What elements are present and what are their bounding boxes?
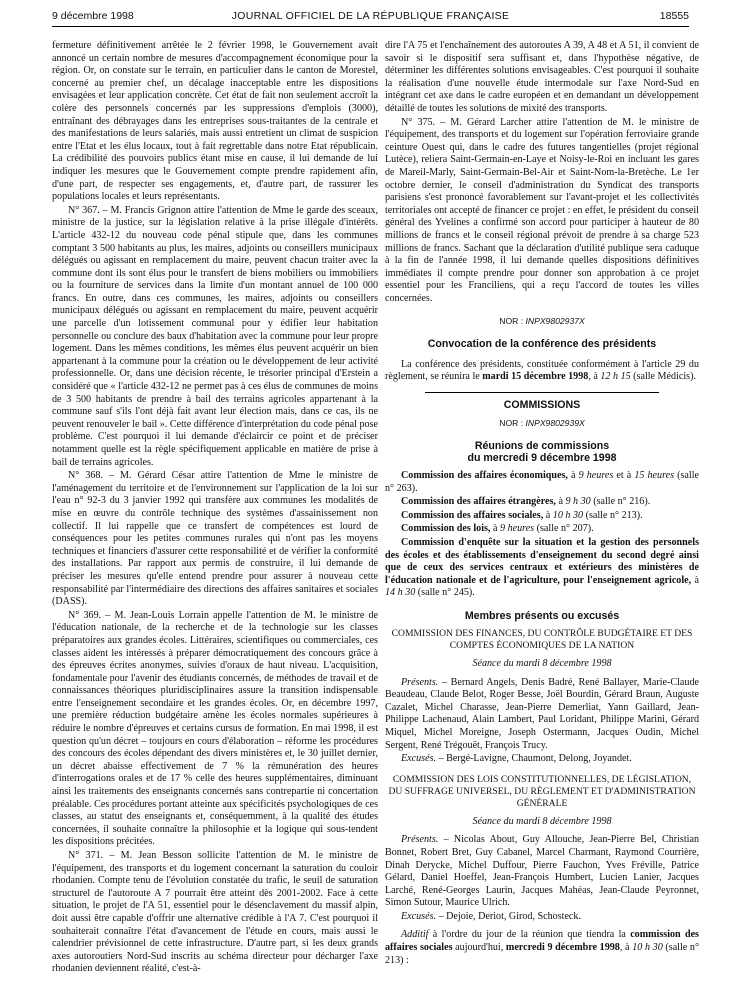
nor-reference [385, 315, 699, 328]
text-run: 15 heures [634, 470, 675, 482]
text-run: (salle n° 213). [583, 509, 643, 521]
text-run: Excusés. [401, 910, 437, 922]
nor-label: NOR : [499, 418, 524, 429]
nor-code: INPX9802937X [525, 316, 585, 327]
text-run: 9 heures [500, 523, 535, 535]
issue-date: 9 décembre 1998 [52, 10, 134, 22]
text-run: et à [613, 470, 635, 482]
text-run: Excusés. [401, 753, 437, 765]
question-369: N° 369. – M. Jean-Louis Lorrain appelle l'attention de M. le ministre de l'éducation nationale, de la recherche et de la technologie sur les classes préparatoires aux grandes écoles. Littéraires, scientifiques ou commerciales, ces classes aident les intéressés à préparer démocratiquement des concours grâce à des épreuves écrites anonymes, suivies d'oraux de haut niveau. L'acquisition, fondamentale pour l'avenir des étudiants concernés, de méthodes de travail et de connaissances théoriques pluridisciplinaires assure la transition indispensable entre l'enseignement secondaire et les grandes écoles. Or, en décembre 1997, une première réduction budgétaire amène les écoles normales supérieures à réduire le nombre d'épreuves et certains cursus de formation. En mai 1998, il est question qu'un décret – toujours en cours d'élaboration – réforme les procédures des concours des écoles dépendant des divers ministères et, le 30 juillet dernier, un décret abaisse effectivement de 7 % la rémunération des heures d'interrogations orales et de 17 % celle des heures supplémentaires, diminuant ainsi les traitements des enseignants concernés sans contrepartie ni concertation préalable. Ces procédures portant atteinte aux spécificités psychologiques de ces classes, au statut des enseignants et, conséquemment, à la qualité des études concernées, il souhaite connaître la philosophie et la logique qui sous-tendent les dispositions précitées. [52, 609, 378, 848]
text-run: à [691, 574, 699, 586]
text-run: aujourd'hui, [452, 942, 506, 954]
section-divider [425, 392, 659, 393]
text-run: (salle n° 263). [385, 470, 699, 494]
commissions-title: COMMISSIONS [503, 398, 581, 411]
left-column [52, 40, 378, 977]
excuses-list [385, 911, 699, 924]
nor-code: INPX9802939X [525, 418, 585, 429]
right-column [385, 40, 699, 968]
question-paragraph: fermeture définitivement arrêtée le 2 février 1998, le Gouvernement avait annoncé un certain nombre de mesures d'accompagnement économique pour la région. Or, on constate sur le terrain, en particulier dans le canton de Morestel, concerné au premier chef, un décalage inacceptable entre les dispositions envisagées et leur application concrète. Cet état de fait non seulement accroît la colère des personnels concernés par les suppressions d'emplois (3000), entraînant des débrayages dans les entreprises sous-traitantes de la centrale et des manifestations de leurs salariés, mais aussi entretient un climat de suspicion entre l'Etat et les élus locaux, tout à fait regrettable dans notre Etat républicain. La crédibilité des pouvoirs publics étant mise en cause, il lui demande de lui indiquer les mesures que le Gouvernement compte prendre rapidement afin, d'une part, de respecter ses engagements, et, d'autre part, de rassurer les populations locales et leurs représentants. [52, 40, 378, 203]
text-run: à l'ordre du jour de la réunion que tiendra la [428, 929, 631, 941]
text-run: 10 h 30 [632, 942, 663, 954]
text-run: mercredi 9 décembre 1998 [505, 942, 620, 954]
text-run: à [567, 470, 579, 482]
text-run: Présents. [401, 834, 439, 846]
presents-list [385, 834, 699, 910]
text-run: Commission d'enquête sur la situation et la gestion des personnels des écoles et des établissements d'enseignement du second degré ainsi que de ceux des services centraux et extérieurs des ministères de l'éducation nationale et de l'agriculture, pour l'enseignement agricole, [385, 537, 699, 586]
text-run: – Dejoie, Deriot, Girod, Schosteck. [436, 910, 581, 922]
text-run: – Bernard Angels, Denis Badré, René Ballayer, Marie-Claude Beaudeau, Claude Belot, Roger Besse, Joël Bourdin, Gérard Braun, Auguste Cazalet, Michel Charasse, Jean-Pierre Demerliat, Yann Gaillard, Jean-Philippe Lachenaud, Alain Lambert, Paul Loridant, Philippe Marini, Gérard Miquel, Michel Moreigne, Joseph Ostermann, Jacques Oudin, Michel Sergent, René Trégouët, François Trucy. [385, 676, 699, 751]
text-run: à [490, 523, 500, 535]
question-continuation: dire l'A 75 et l'enchaînement des autoroutes A 39, A 48 et A 51, il convient de savoir si le dispositif sera suffisant et, dans l'hypothèse négative, de déterminer les différentes solutions envisageables. C'est pourquoi il souhaite la réalisation d'une nouvelle étude intermodale sur l'axe Nord-Sud en intégrant cet axe dans le cadre européen et en demandant un développement détaillé de toutes les solutions de mixité des transports. [385, 40, 699, 114]
text-run: 14 h 30 [385, 587, 416, 599]
membres-title: Membres présents ou excusés [464, 609, 620, 622]
journal-title: JOURNAL OFFICIEL DE LA RÉPUBLIQUE FRANÇAISE [231, 10, 510, 22]
meeting-item [385, 523, 699, 536]
excuses-list [385, 753, 699, 766]
text-run: 9 heures [578, 470, 614, 482]
question-368: N° 368. – M. Gérard César attire l'attention de Mme le ministre de l'aménagement du territoire et de l'environnement sur l'application de la loi sur l'eau n° 92-3 du 3 janvier 1992 qui transfère aux communes les modalités de mise en œuvre du contrôle technique des systèmes d'assainissement non collectif. Il lui rappelle que ce transfert de compétences est lourd de conséquences pour les petites communes rurales qui n'ont pas les moyens techniques et financiers d'assurer cette responsabilité et de vérifier la conformité des installations. Par rapport aux permis de construire, il lui demande de préciser les mesures qu'elle entend prendre pour assurer à nouveau cette responsabilité par l'intermédiaire des directions des affaires sanitaires et sociales (DASS). [52, 470, 378, 608]
title-line: du mercredi 9 décembre 1998 [467, 452, 617, 465]
text-run: (salle Médicis). [630, 371, 696, 383]
text-run: – Nicolas About, Guy Allouche, Jean-Pierre Bel, Christian Bonnet, Robert Bret, Guy Cabanel, Marcel Charmant, Raymond Courrière, Dinah Derycke, Michel Duffour, Pierre Fauchon, Yves Fréville, Patrice Gélard, Daniel Hoeffel, Jean-François Humbert, Lucien Lanier, Jacques Larché, René-Georges Laurin, Jacques Mahéas, Jean-Claude Peyronnet, Simon Sutour, Maurice Ulrich. [385, 834, 699, 909]
convocation-title: Convocation de la conférence des présidents [427, 338, 657, 351]
text-run: Commission des affaires sociales, [401, 509, 544, 521]
text-run: (salle n° 216). [590, 496, 651, 508]
meeting-item [385, 496, 699, 509]
text-run: Présents. [401, 676, 439, 688]
additif-paragraph [385, 929, 699, 967]
meeting-item [385, 470, 699, 495]
text-run: (salle n° 245). [415, 587, 475, 599]
text-run: à [555, 496, 566, 508]
text-run: La conférence des présidents, constituée conformément à l'article 29 du règlement, se réunira le [385, 358, 699, 383]
text-run: à [543, 509, 553, 521]
question-375: N° 375. – M. Gérard Larcher attire l'attention de M. le ministre de l'équipement, des transports et du logement sur l'opération ferroviaire grande ceinture Ouest qui, dans le cadre des futures tangentielles (projet régional Lutèce), reliera Saint-Germain-en-Laye et Noisy-le-Roi en incluant les gares de Mareil-Marly, Saint-Germain-Bel-Air et Saint-Nom-la-Bretèche. Le 1er octobre dernier, le conseil d'administration du Syndicat des transports parisiens s'est prononcé favorablement sur l'avant-projet et les collectivités territoriales ont accepté de financer ce projet : en effet, le président du conseil général des Yvelines a confirmé son accord pour participer à hauteur de 80 millions de francs et le conseil régional prévoit de prendre à sa charge 523 millions de francs. Sachant que la déclaration d'utilité publique sera caduque à la fin de l'année 1998, il lui demande quelles dispositions définitives immédiates il compte prendre pour donner son approbation à ce projet essentiel pour les Franciliens, qui a reçu l'accord de toutes les villes concernées. [385, 116, 699, 304]
nor-label: NOR : [499, 316, 524, 327]
page-number: 18555 [659, 10, 689, 22]
text-run: Commission des lois, [401, 523, 491, 535]
seance-date: Séance du mardi 8 décembre 1998 [472, 815, 612, 827]
commission-lois-name: COMMISSION DES LOIS CONSTITUTIONNELLES, DE LÉGISLATION, DU SUFFRAGE UNIVERSEL, DU RÈGLEMENT ET D'ADMINISTRATION GÉNÉRALE [388, 773, 696, 809]
text-run: commission des affaires sociales [385, 929, 699, 954]
text-run: (salle n° 207). [534, 523, 594, 535]
text-run: Commission des affaires étrangères, [401, 496, 556, 508]
presents-list [385, 677, 699, 753]
text-run: – Bergé-Lavigne, Chaumont, Delong, Joyandet. [436, 753, 632, 765]
header-rule [52, 26, 689, 27]
question-367: N° 367. – M. Francis Grignon attire l'attention de Mme le garde des sceaux, ministre de la justice, sur la législation relative à la prise illégale d'intérêts. L'article 432-12 du nouveau code pénal stipule que, dans les communes comptant 3 500 habitants au plus, les maires, adjoints ou conseillers municipaux délégués ou agissant en remplacement du maire, peuvent chacun traiter avec la commune dont ils sont élus pour le transfert de biens mobiliers ou immobiliers ou la fourniture de services dans la limite d'un montant annuel de 100 000 francs. En outre, dans ces communes, les maires, adjoints ou conseillers municipaux délégués ou agissant en remplacement du maire, peuvent acquérir une parcelle d'un lotissement communal pour y édifier leur habitation personnelle ou conclure des baux d'habitation avec la commune pour leur propre logement. Dans les mêmes conditions, les mêmes élus peuvent acquérir un bien appartenant à la commune pour la création ou le développement de leur activité professionnelle. Or, dans une décision récente, le trésorier principal d'Erstein a considéré que « l'article 432-12 ne permet pas à ces élus de communes de moins de 3 500 habitants de prendre à bail des terrains agricoles appartenant à la commune sauf s'ils l'ont déjà fait avant leur élection mais, dans ce cas, ils ne peuvent renouveler le bail ». Cette différence d'interprétation du code pénal pose problème. C'est pourquoi il lui demande d'éclaircir ce point et de préciser notamment quelle est la règle spécifiquement applicable en matière de prise à bail de terrains agricoles. [52, 204, 378, 468]
title-line: Réunions de commissions [474, 440, 610, 453]
question-371: N° 371. – M. Jean Besson sollicite l'attention de M. le ministre de l'équipement, des transports et du logement concernant la saturation du couloir rhodanien. Compte tenu de l'évolution constatée du trafic, le seuil de saturation structurel de l'autoroute A 7 pourrait être atteint dès 2001-2002. Face à cette situation, le projet de l'A 51, essentiel pour le désenclavement du massif alpin, doit aussi être capable d'offrir une alternative crédible à l'A 7. C'est pourquoi il souhaiterait connaître l'état d'avancement de l'étude en cours, mais aussi le calendrier prévisionnel de cette infrastructure. D'autre part, si les deux grands axes autoroutiers Nord-Sud inscrits au schéma directeur pour décharger l'axe rhodanien deviennent réalité, c'est-à- [52, 850, 378, 975]
commission-finances-name: COMMISSION DES FINANCES, DU CONTRÔLE BUDGÉTAIRE ET DES COMPTES ÉCONOMIQUES DE LA NATION [391, 627, 693, 651]
text-run: , à [619, 942, 633, 954]
text-run: mardi 15 décembre 1998 [482, 371, 589, 383]
text-run: (salle n° 213) : [385, 942, 700, 966]
text-run: 10 h 30 [552, 509, 584, 521]
reunions-title [385, 440, 699, 464]
seance-date: Séance du mardi 8 décembre 1998 [472, 657, 612, 669]
convocation-text [385, 359, 699, 384]
meeting-item [385, 537, 699, 600]
text-run: Additif [401, 929, 429, 941]
meeting-item [385, 510, 699, 523]
page-header [52, 10, 689, 26]
nor-reference [385, 417, 699, 430]
text-run: 9 h 30 [565, 496, 591, 508]
text-run: 12 h 15 [600, 371, 631, 383]
text-run: Commission des affaires économiques, [401, 470, 568, 482]
text-run: , à [588, 371, 601, 383]
